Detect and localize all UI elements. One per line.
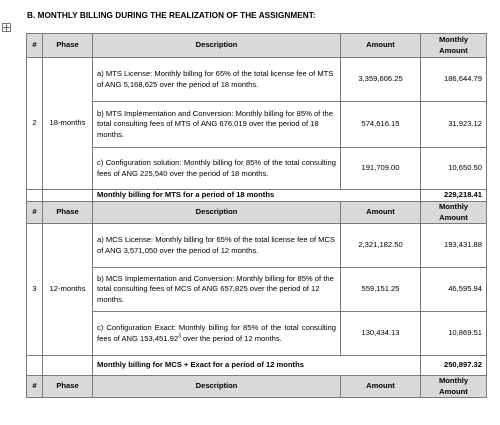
header-amount: Amount [341,34,421,58]
summary-row [27,356,487,376]
table-row [27,224,487,268]
header-phase: Phase [43,376,93,398]
header-description: Description [93,202,341,224]
row-description: b) MTS Implementation and Conversion: Monthly billing for 85% of the total consulting fees of MTS of ANG 676,019 over the period of 18 months. [93,102,341,148]
row-number: 3 [27,224,43,356]
table-row [27,58,487,102]
footnote-marker[interactable]: 3 [178,332,181,339]
row-phase: 12-months [43,224,93,356]
row-description: a) MTS License: Monthly billing for 65% of the total license fee of MTS of ANG 5,168,625 over the period of 18 months. [93,58,341,102]
header-num: # [27,376,43,398]
table-move-handle-icon[interactable] [2,23,11,32]
summary-label: Monthly billing for MTS for a period of 18 months [93,190,421,202]
row-amount: 2,321,182.50 [341,224,421,268]
header-phase: Phase [43,202,93,224]
row-description: a) MCS License: Monthly billing for 65% of the total license fee of MCS of ANG 3,571,050 over the period of 12 months. [93,224,341,268]
summary-total: 229,218.41 [421,190,487,202]
row-description-text: over the period of 12 months. [180,333,282,343]
row-monthly-amount: 10,869.51 [421,312,487,356]
row-description [93,312,341,356]
summary-spacer [43,356,93,376]
row-monthly-amount: 46,595.94 [421,268,487,312]
row-monthly-amount: 31,923.12 [421,102,487,148]
row-amount: 130,434.13 [341,312,421,356]
row-description-text: c) Configuration Exact: Monthly billing for 85% of the total consulting fees of ANG 153,451.92 [97,323,336,343]
row-phase: 18-months [43,58,93,190]
row-monthly-amount: 186,644.79 [421,58,487,102]
table-row [27,102,487,148]
table-row [27,312,487,356]
row-monthly-amount: 193,431.88 [421,224,487,268]
summary-label: Monthly billing for MCS + Exact for a period of 12 months [93,356,421,376]
header-description: Description [93,376,341,398]
summary-row [27,190,487,202]
header-monthly-amount: Monthly Amount [421,376,487,398]
table-header-row [27,34,487,58]
header-amount: Amount [341,202,421,224]
header-num: # [27,34,43,58]
summary-spacer [27,356,43,376]
header-monthly-amount: Monthly Amount [421,202,487,224]
summary-spacer [43,190,93,202]
header-num: # [27,202,43,224]
table-header-row [27,376,487,398]
header-amount: Amount [341,376,421,398]
row-amount: 574,616.15 [341,102,421,148]
row-description: c) Configuration solution: Monthly billing for 85% of the total consulting fees of ANG 225,540 over the period of 18 months. [93,148,341,190]
billing-table [26,33,487,398]
table-row [27,268,487,312]
header-monthly-amount: Monthly Amount [421,34,487,58]
header-phase: Phase [43,34,93,58]
summary-spacer [27,190,43,202]
header-description: Description [93,34,341,58]
summary-total: 250,897.32 [421,356,487,376]
row-monthly-amount: 10,650.50 [421,148,487,190]
table-header-row [27,202,487,224]
row-amount: 191,709.00 [341,148,421,190]
table-row [27,148,487,190]
section-heading: B. MONTHLY BILLING DURING THE REALIZATION OF THE ASSIGNMENT: [27,11,316,20]
row-amount: 559,151.25 [341,268,421,312]
row-description: b) MCS Implementation and Conversion: Monthly billing for 85% of the total consulting fees of MCS of ANG 657,825 over the period of 12 months. [93,268,341,312]
row-amount: 3,359,606.25 [341,58,421,102]
row-number: 2 [27,58,43,190]
